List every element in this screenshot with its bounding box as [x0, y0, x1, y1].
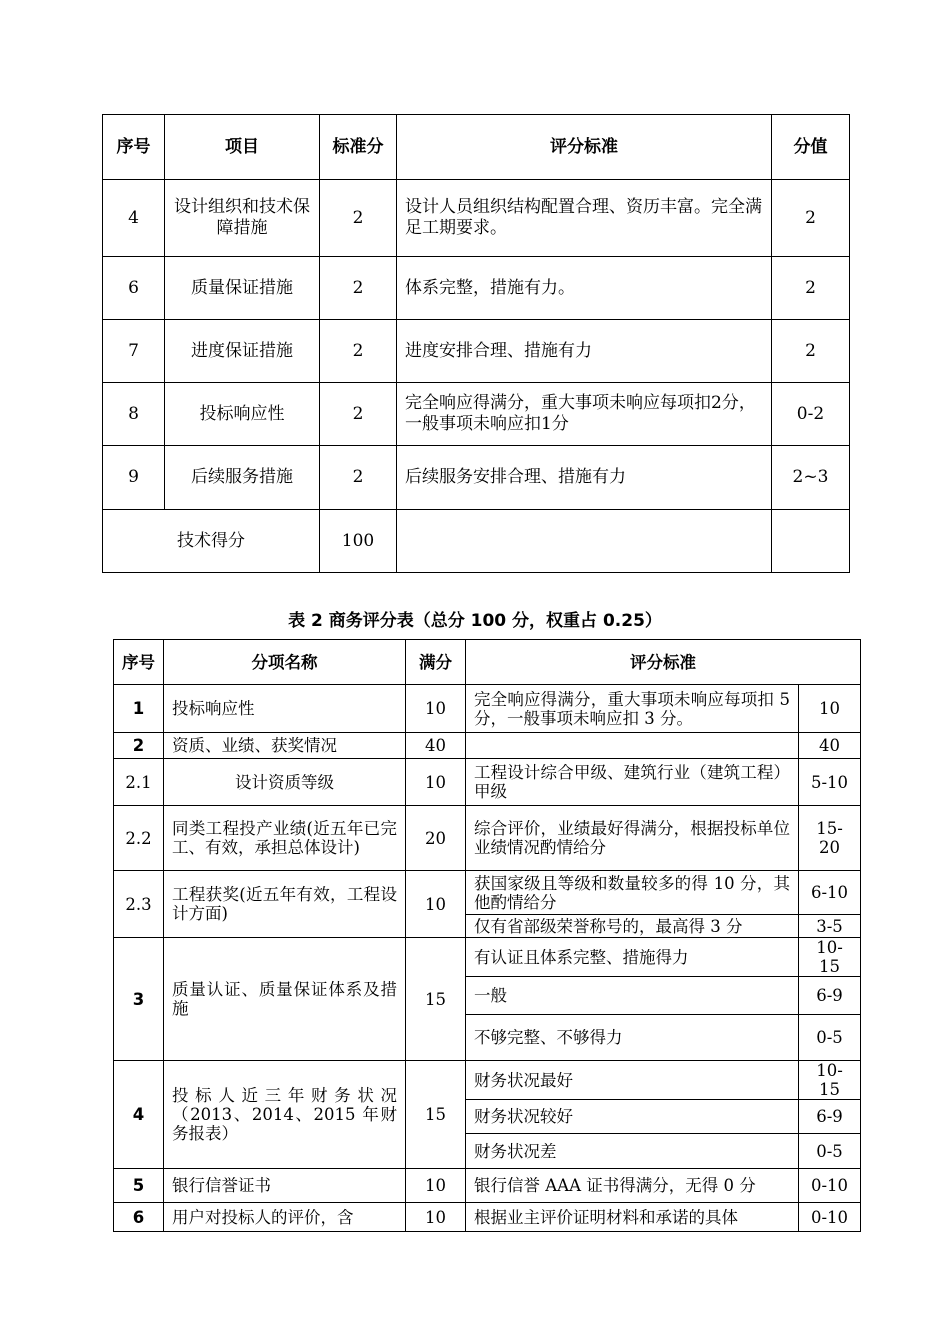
- row-no: 7: [103, 320, 165, 383]
- row-item: 后续服务措施: [165, 446, 320, 510]
- total-row: [103, 510, 850, 573]
- row-name: 质量认证、质量保证体系及措施: [164, 938, 406, 1061]
- header-full: 满分: [406, 640, 466, 685]
- row-score: 0-10: [799, 1203, 861, 1232]
- table-row: [103, 180, 850, 257]
- row-score: 2: [772, 257, 850, 320]
- row-criteria: 根据业主评价证明材料和承诺的具体: [466, 1203, 799, 1232]
- row-criteria: [466, 733, 799, 759]
- row-no: 1: [114, 685, 164, 733]
- business-score-table: [113, 639, 861, 1232]
- total-score-empty: [772, 510, 850, 573]
- row-score: 2~3: [772, 446, 850, 510]
- table-row: [114, 1061, 861, 1100]
- row-no: 6: [114, 1203, 164, 1232]
- row-name: 投标人近三年财务状况（2013、2014、2015 年财务报表）: [164, 1061, 406, 1169]
- row-criteria: 银行信誉 AAA 证书得满分，无得 0 分: [466, 1169, 799, 1203]
- row-criteria: 财务状况较好: [466, 1100, 799, 1134]
- table-row: [103, 257, 850, 320]
- total-value: 100: [320, 510, 397, 573]
- row-name: 资质、业绩、获奖情况: [164, 733, 406, 759]
- row-no: 2: [114, 733, 164, 759]
- table2-caption: 表 2 商务评分表（总分 100 分，权重占 0.25）: [288, 611, 662, 631]
- row-score: 10: [799, 685, 861, 733]
- header-criteria: 评分标准: [466, 640, 861, 685]
- row-score: 0-5: [799, 1134, 861, 1169]
- row-no: 2.3: [114, 871, 164, 938]
- total-label: 技术得分: [103, 510, 320, 573]
- row-criteria: 获国家级且等级和数量较多的得 10 分，其他酌情给分: [466, 871, 799, 915]
- row-no: 4: [103, 180, 165, 257]
- row-name: 用户对投标人的评价，含: [164, 1203, 406, 1232]
- total-criteria-empty: [397, 510, 772, 573]
- table-row: [114, 1203, 861, 1232]
- row-full: 10: [406, 1169, 466, 1203]
- table-header-row: [103, 115, 850, 180]
- row-score: 40: [799, 733, 861, 759]
- row-score: 2: [772, 180, 850, 257]
- row-score: 3-5: [799, 915, 861, 938]
- table-row: [103, 320, 850, 383]
- header-criteria: 评分标准: [397, 115, 772, 180]
- row-criteria: 进度安排合理、措施有力: [397, 320, 772, 383]
- row-score: 15-20: [799, 806, 861, 871]
- row-name: 同类工程投产业绩(近五年已完工、有效，承担总体设计): [164, 806, 406, 871]
- row-criteria: 有认证且体系完整、措施得力: [466, 938, 799, 977]
- header-name: 分项名称: [164, 640, 406, 685]
- row-name: 投标响应性: [164, 685, 406, 733]
- table-row: [114, 733, 861, 759]
- header-standard: 标准分: [320, 115, 397, 180]
- row-criteria: 完全响应得满分，重大事项未响应每项扣2分，一般事项未响应扣1分: [397, 383, 772, 446]
- table-row: [103, 383, 850, 446]
- row-no: 3: [114, 938, 164, 1061]
- row-full: 10: [406, 871, 466, 938]
- table-row: [103, 446, 850, 510]
- row-criteria: 仅有省部级荣誉称号的，最高得 3 分: [466, 915, 799, 938]
- row-full: 20: [406, 806, 466, 871]
- header-score: 分值: [772, 115, 850, 180]
- row-no: 4: [114, 1061, 164, 1169]
- row-item: 设计组织和技术保障措施: [165, 180, 320, 257]
- row-criteria: 完全响应得满分，重大事项未响应每项扣 5 分，一般事项未响应扣 3 分。: [466, 685, 799, 733]
- row-full: 10: [406, 1203, 466, 1232]
- row-criteria: 财务状况最好: [466, 1061, 799, 1100]
- row-full: 10: [406, 685, 466, 733]
- row-score: 10-15: [799, 938, 861, 977]
- row-standard: 2: [320, 383, 397, 446]
- row-standard: 2: [320, 320, 397, 383]
- row-criteria: 设计人员组织结构配置合理、资历丰富。完全满足工期要求。: [397, 180, 772, 257]
- header-no: 序号: [103, 115, 165, 180]
- row-score: 2: [772, 320, 850, 383]
- table-row: [114, 685, 861, 733]
- row-score: 6-10: [799, 871, 861, 915]
- row-name: 银行信誉证书: [164, 1169, 406, 1203]
- row-full: 40: [406, 733, 466, 759]
- row-item: 进度保证措施: [165, 320, 320, 383]
- row-no: 8: [103, 383, 165, 446]
- table-row: [114, 871, 861, 915]
- row-full: 10: [406, 759, 466, 806]
- row-no: 6: [103, 257, 165, 320]
- row-score: 10-15: [799, 1061, 861, 1100]
- row-criteria: 财务状况差: [466, 1134, 799, 1169]
- row-full: 15: [406, 1061, 466, 1169]
- header-no: 序号: [114, 640, 164, 685]
- row-score: 0-5: [799, 1015, 861, 1061]
- row-item: 质量保证措施: [165, 257, 320, 320]
- technical-score-table: [102, 114, 850, 573]
- row-no: 2.2: [114, 806, 164, 871]
- row-score: 0-10: [799, 1169, 861, 1203]
- table-header-row: [114, 640, 861, 685]
- row-criteria: 后续服务安排合理、措施有力: [397, 446, 772, 510]
- row-criteria: 一般: [466, 977, 799, 1015]
- row-no: 9: [103, 446, 165, 510]
- row-score: 6-9: [799, 977, 861, 1015]
- row-score: 5-10: [799, 759, 861, 806]
- row-no: 2.1: [114, 759, 164, 806]
- row-name: 设计资质等级: [164, 759, 406, 806]
- row-criteria: 工程设计综合甲级、建筑行业（建筑工程）甲级: [466, 759, 799, 806]
- row-full: 15: [406, 938, 466, 1061]
- row-no: 5: [114, 1169, 164, 1203]
- row-item: 投标响应性: [165, 383, 320, 446]
- table-row: [114, 938, 861, 977]
- table-row: [114, 759, 861, 806]
- row-standard: 2: [320, 180, 397, 257]
- row-criteria: 体系完整，措施有力。: [397, 257, 772, 320]
- row-name: 工程获奖(近五年有效，工程设计方面): [164, 871, 406, 938]
- header-item: 项目: [165, 115, 320, 180]
- row-criteria: 不够完整、不够得力: [466, 1015, 799, 1061]
- row-criteria: 综合评价，业绩最好得满分，根据投标单位业绩情况酌情给分: [466, 806, 799, 871]
- table-row: [114, 1169, 861, 1203]
- row-standard: 2: [320, 446, 397, 510]
- row-score: 6-9: [799, 1100, 861, 1134]
- row-standard: 2: [320, 257, 397, 320]
- row-score: 0-2: [772, 383, 850, 446]
- table-row: [114, 806, 861, 871]
